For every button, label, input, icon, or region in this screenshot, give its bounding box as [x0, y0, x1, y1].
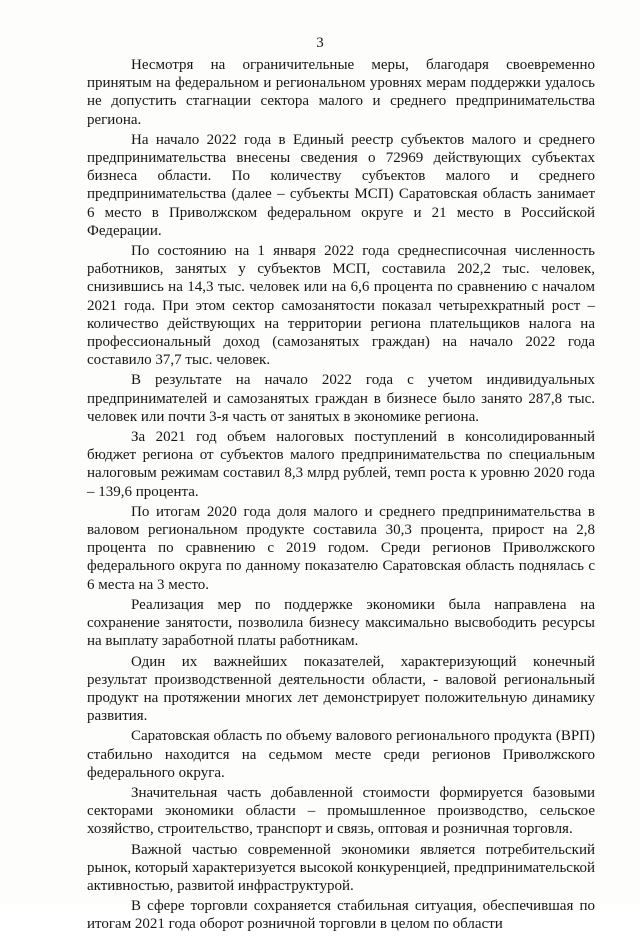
- paragraph: В сфере торговли сохраняется стабильная ситуация, обеспечившая по итогам 2021 года оборот розничной торговли в целом по области: [87, 898, 595, 933]
- paragraph: Важной частью современной экономики является потребительский рынок, который характеризуется высокой конкуренцией, предпринимательской активностью, развитой инфраструктурой.: [87, 841, 595, 894]
- paragraph: По итогам 2020 года доля малого и среднего предпринимательства в валовом региональном продукте составила 30,3 процента, прирост на 2,8 процента по сравнению с 2019 годом. Среди регионов Приволжского федерального округа по данному показателю Саратовская область поднялась с 6 места на 3 место.: [87, 503, 595, 593]
- body-text: [87, 56, 595, 936]
- paragraph: По состоянию на 1 января 2022 года среднесписочная численность работников, занятых у субъектов МСП, составила 202,2 тыс. человек, снизившись на 14,3 тыс. человек или на 6,6 процента по сравнению с началом 2021 года. При этом сектор самозанятости показал четырехкратный рост – количество действующих на территории региона плательщиков налога на профессиональный доход (самозанятых граждан) на начало 2022 года составило 37,7 тыс. человек.: [87, 243, 595, 369]
- paragraph: На начало 2022 года в Единый реестр субъектов малого и среднего предпринимательства внесены сведения о 72969 действующих субъектах бизнеса области. По количеству субъектов малого и среднего предпринимательства (далее – субъекты МСП) Саратовская область занимает 6 место в Приволжском федеральном округе и 21 место в Российской Федерации.: [87, 131, 595, 239]
- paragraph: За 2021 год объем налоговых поступлений в консолидированный бюджет региона от субъектов малого предпринимательства по специальным налоговым режимам составил 8,3 млрд рублей, темп роста к уровню 2020 года – 139,6 процента.: [87, 429, 595, 500]
- paragraph: Саратовская область по объему валового регионального продукта (ВРП) стабильно находится на седьмом месте среди регионов Приволжского федерального округа.: [87, 728, 595, 781]
- page-number: 3: [316, 35, 324, 51]
- paragraph: Реализация мер по поддержке экономики была направлена на сохранение занятости, позволила бизнесу максимально высвободить ресурсы на выплату заработной платы работникам.: [87, 596, 595, 650]
- paragraph: В результате на начало 2022 года с учетом индивидуальных предпринимателей и самозанятых граждан в бизнесе было занято 287,8 тыс. человек или почти 3-я часть от занятых в экономике региона.: [87, 372, 595, 425]
- paragraph: Один их важнейших показателей, характеризующий конечный результат производственной деятельности области, - валовой региональный продукт на протяжении многих лет демонстрирует положительную динамику развития.: [87, 653, 595, 725]
- paragraph: Несмотря на ограничительные меры, благодаря своевременно принятым на федеральном и региональном уровнях мерам поддержки удалось не допустить стагнации сектора малого и среднего предпринимательства региона.: [87, 57, 595, 128]
- paragraph: Значительная часть добавленной стоимости формируется базовыми секторами экономики области – промышленное производство, сельское хозяйство, строительство, транспорт и связь, оптовая и розничная торговля.: [87, 784, 595, 838]
